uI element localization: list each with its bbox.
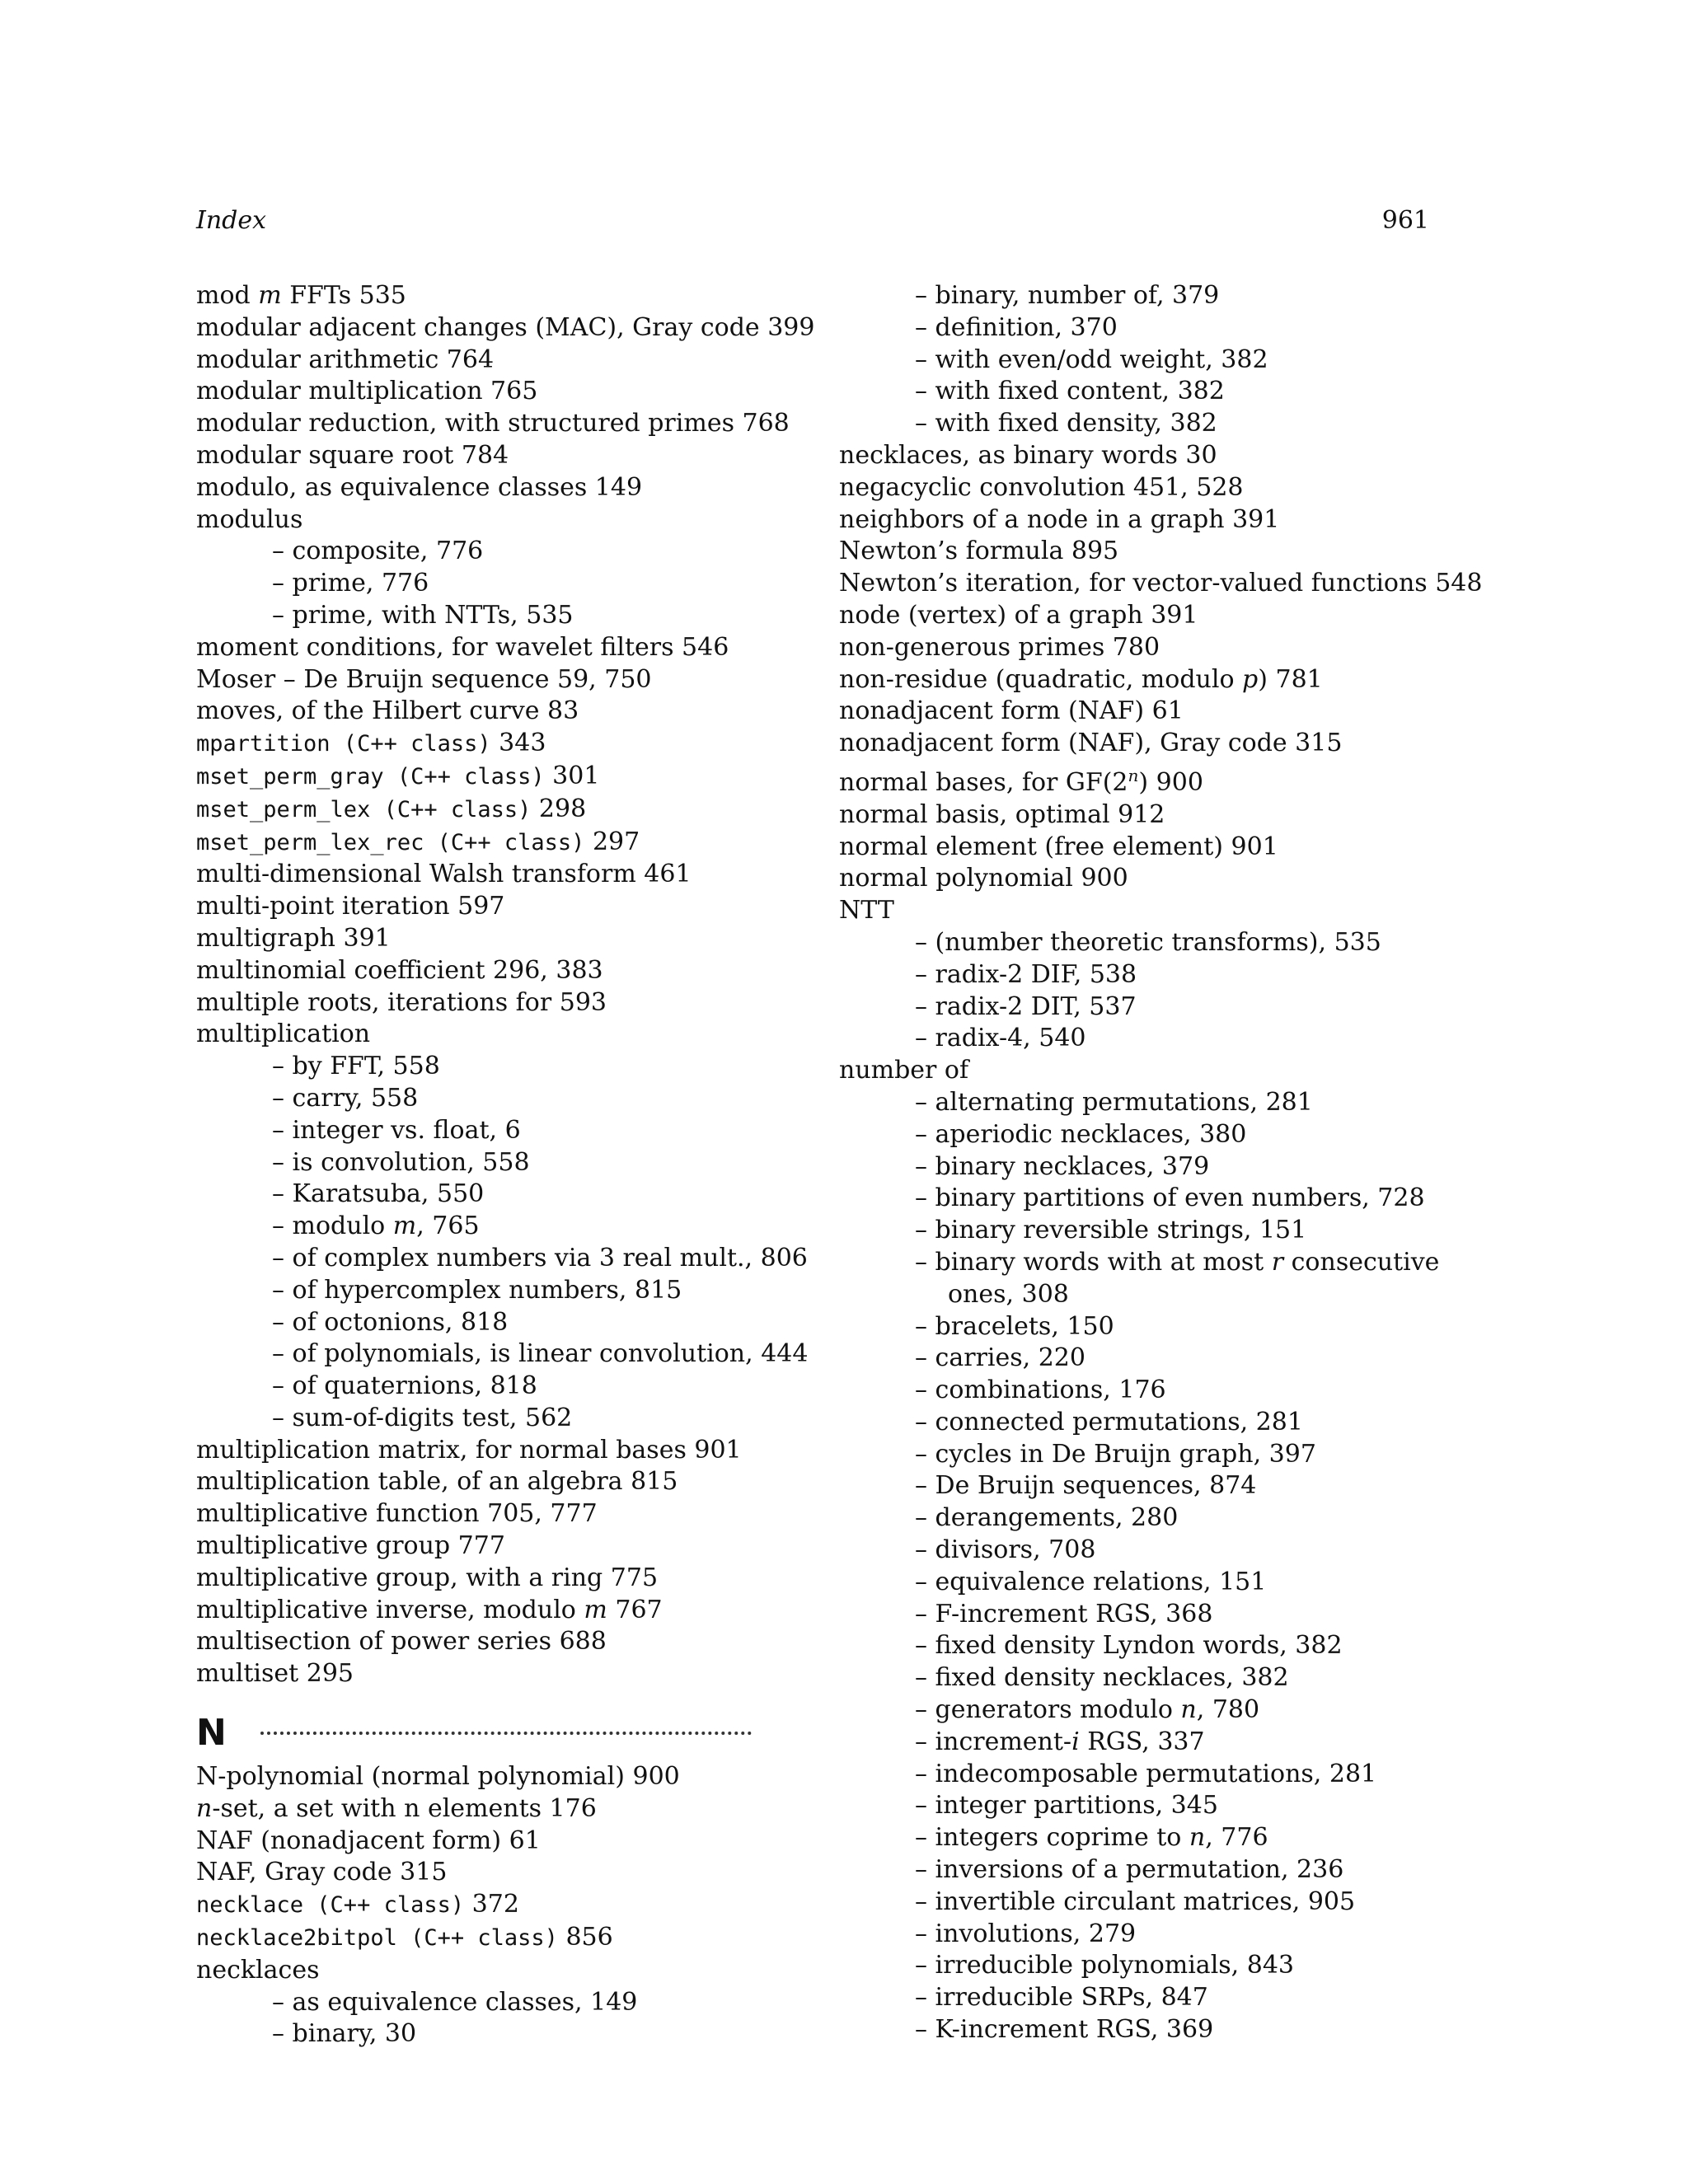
- entry-text: – binary, 30: [272, 2019, 417, 2049]
- index-subentry: [839, 1119, 1432, 1151]
- entry-text: 297: [584, 827, 640, 856]
- index-subentry: [839, 1919, 1432, 1951]
- index-subentry: [839, 1151, 1432, 1183]
- entry-text: – indecomposable permutations, 281: [915, 1759, 1377, 1788]
- index-column-right: [839, 280, 1483, 2046]
- entry-text: – of quaternions, 818: [272, 1371, 537, 1401]
- entry-text: normal bases, for GF(2: [839, 767, 1128, 797]
- index-subentry: [839, 1950, 1432, 1982]
- index-entry: [196, 827, 790, 860]
- index-subentry: [839, 1982, 1432, 2014]
- index-subentry: [839, 1375, 1432, 1407]
- index-subentry: [196, 2018, 790, 2050]
- index-subentry: [196, 1179, 790, 1211]
- index-entry: [839, 832, 1432, 864]
- index-subentry: [839, 1311, 1432, 1343]
- entry-text: – irreducible SRPs, 847: [915, 1983, 1208, 2013]
- math-variable: m: [258, 281, 282, 310]
- code-term: mset_perm_gray (C++ class): [196, 763, 545, 790]
- index-subentry: [196, 1083, 790, 1115]
- entry-text: ones, 308: [948, 1279, 1069, 1309]
- index-entry: [196, 891, 790, 923]
- entry-text: – generators modulo: [915, 1695, 1181, 1725]
- entry-text: – definition, 370: [915, 312, 1118, 342]
- entry-text: – sum-of-digits test, 562: [272, 1403, 573, 1432]
- index-entry: [839, 504, 1432, 537]
- entry-text: normal element (free element) 901: [839, 832, 1278, 861]
- entry-text: modular arithmetic 764: [196, 344, 495, 374]
- index-entry: [196, 376, 790, 408]
- index-subentry: [196, 1338, 809, 1371]
- entry-text: non-generous primes 780: [839, 632, 1160, 662]
- code-term: mpartition (C++ class): [196, 731, 491, 757]
- index-subentry: [839, 408, 1432, 440]
- index-entry: [196, 312, 815, 344]
- index-entry: [196, 280, 790, 312]
- index-subentry: [839, 1343, 1432, 1375]
- math-superscript: n: [1128, 765, 1139, 785]
- index-subentry: [196, 1987, 790, 2019]
- entry-text: moment conditions, for wavelet filters 546: [196, 632, 729, 662]
- index-subentry: [839, 1087, 1432, 1119]
- entry-text: – integers coprime to: [915, 1823, 1189, 1853]
- entry-text: – fixed density necklaces, 382: [915, 1663, 1289, 1693]
- entry-text: Newton’s formula 895: [839, 537, 1119, 566]
- index-subentry: [196, 1243, 808, 1275]
- entry-text: – of octonions, 818: [272, 1307, 509, 1337]
- entry-text: nonadjacent form (NAF), Gray code 315: [839, 729, 1343, 758]
- index-subentry: [839, 1662, 1432, 1694]
- entry-text: – integer vs. float, 6: [272, 1115, 521, 1145]
- entry-text: – F-increment RGS, 368: [915, 1599, 1213, 1629]
- index-entry: [196, 1019, 790, 1051]
- math-variable: i: [1071, 1727, 1080, 1756]
- index-entry: [196, 1889, 790, 1922]
- entry-text: RGS, 337: [1079, 1727, 1205, 1756]
- entry-text: moves, of the Hilbert curve 83: [196, 696, 579, 726]
- index-subentry: [839, 1630, 1432, 1662]
- entry-text: number of: [839, 1056, 969, 1085]
- entry-text: modular square root 784: [196, 440, 509, 470]
- math-variable: m: [392, 1212, 417, 1241]
- entry-text: multisection of power series 688: [196, 1627, 607, 1657]
- index-entry: [839, 895, 1432, 927]
- entry-text: – bracelets, 150: [915, 1311, 1114, 1341]
- entry-text: NAF (nonadjacent form) 61: [196, 1825, 541, 1855]
- entry-text: modular multiplication 765: [196, 377, 538, 406]
- section-heading: [196, 1707, 790, 1761]
- index-subentry: [839, 1247, 1440, 1279]
- index-entry: [839, 664, 1432, 696]
- entry-text: multiplication matrix, for normal bases 901: [196, 1435, 742, 1465]
- index-subentry: [839, 1727, 1432, 1759]
- index-subentry: [196, 1275, 790, 1307]
- index-entry: [839, 1055, 1432, 1087]
- entry-text: – of polynomials, is linear convolution, 444: [272, 1339, 809, 1369]
- entry-text: multiple roots, iterations for 593: [196, 987, 607, 1017]
- entry-text: – radix-4, 540: [915, 1024, 1086, 1053]
- entry-text: – (number theoretic transforms), 535: [915, 927, 1381, 957]
- entry-text: FFTs 535: [281, 281, 406, 310]
- index-entry: [839, 799, 1432, 832]
- entry-text: , 776: [1205, 1823, 1268, 1853]
- index-entry: [839, 863, 1432, 895]
- entry-text: non-residue (quadratic, modulo: [839, 664, 1243, 694]
- entry-text: multinomial coefficient 296, 383: [196, 955, 603, 985]
- entry-text: – radix-2 DIF, 538: [915, 959, 1137, 989]
- index-entry: [196, 1435, 790, 1467]
- entry-text: multi-point iteration 597: [196, 892, 505, 921]
- index-entry: [196, 664, 790, 696]
- entry-text: – with fixed density, 382: [915, 409, 1217, 438]
- dotted-leader: [260, 1732, 752, 1735]
- entry-text: – binary words with at most: [915, 1247, 1272, 1277]
- entry-text: – De Bruijn sequences, 874: [915, 1471, 1257, 1501]
- entry-text: -set, a set with n elements 176: [212, 1793, 597, 1823]
- index-entry: [196, 440, 790, 472]
- index-entry: [196, 1595, 790, 1627]
- entry-text: node (vertex) of a graph 391: [839, 600, 1198, 630]
- entry-text: normal basis, optimal 912: [839, 799, 1165, 829]
- index-subentry: [839, 1854, 1432, 1886]
- index-subentry: [839, 1759, 1432, 1791]
- index-entry: [196, 472, 790, 504]
- entry-text: – modulo: [272, 1212, 393, 1241]
- math-variable: n: [196, 1793, 213, 1823]
- index-subentry: [196, 1051, 790, 1083]
- index-subentry: [196, 1211, 790, 1243]
- index-subentry: [839, 1215, 1432, 1247]
- code-term: necklace (C++ class): [196, 1892, 465, 1919]
- entry-text: – of hypercomplex numbers, 815: [272, 1275, 682, 1305]
- entry-text: – binary reversible strings, 151: [915, 1216, 1307, 1245]
- entry-text: – alternating permutations, 281: [915, 1087, 1313, 1117]
- entry-text: – carry, 558: [272, 1083, 419, 1113]
- entry-text: multiplication: [196, 1019, 371, 1049]
- page-number: 961: [1381, 206, 1429, 235]
- index-entry: [196, 1857, 790, 1889]
- math-variable: p: [1242, 664, 1259, 694]
- index-entry: [196, 1466, 790, 1498]
- index-subentry: [839, 1439, 1432, 1471]
- code-term: mset_perm_lex (C++ class): [196, 796, 532, 823]
- index-entry: [839, 568, 1483, 600]
- entry-text: modular adjacent changes (MAC), Gray code 399: [196, 312, 815, 342]
- code-term: mset_perm_lex_rec (C++ class): [196, 829, 585, 855]
- index-entry: [196, 504, 790, 537]
- index-subentry: [196, 1115, 790, 1147]
- entry-text: – irreducible polynomials, 843: [915, 1951, 1295, 1980]
- index-subentry: [839, 1599, 1432, 1631]
- index-entry: [839, 728, 1432, 760]
- index-subentry: [196, 1147, 790, 1179]
- index-entry: [196, 1658, 790, 1690]
- index-entry: [196, 1498, 790, 1530]
- index-entry: [196, 987, 790, 1019]
- index-entry: [196, 1761, 790, 1793]
- index-subentry: [839, 1694, 1432, 1727]
- entry-text: neighbors of a node in a graph 391: [839, 504, 1280, 534]
- index-subentry: [196, 1403, 790, 1435]
- index-entry: [196, 794, 790, 827]
- index-column-left: [196, 280, 815, 2050]
- entry-text: mod: [196, 281, 259, 310]
- entry-text: – prime, with NTTs, 535: [272, 600, 574, 630]
- index-subentry: [839, 2014, 1432, 2046]
- index-entry: [196, 408, 790, 440]
- entry-text: NAF, Gray code 315: [196, 1858, 448, 1887]
- code-term: necklace2bitpol (C++ class): [196, 1925, 558, 1952]
- entry-text: 372: [464, 1890, 519, 1919]
- entry-text: – binary partitions of even numbers, 728: [915, 1183, 1425, 1213]
- entry-text: NTT: [839, 896, 894, 926]
- entry-text: – K-increment RGS, 369: [915, 2015, 1214, 2045]
- math-variable: m: [584, 1595, 607, 1624]
- entry-text: , 765: [416, 1212, 480, 1241]
- entry-text: – aperiodic necklaces, 380: [915, 1119, 1247, 1149]
- index-entry: [196, 1563, 790, 1595]
- index-entry: [196, 728, 790, 761]
- index-subentry: [839, 1886, 1432, 1919]
- entry-text: – cycles in De Bruijn graph, 397: [915, 1439, 1316, 1469]
- index-subentry: [839, 1407, 1432, 1439]
- section-letter: N: [196, 1712, 227, 1755]
- entry-text: nonadjacent form (NAF) 61: [839, 696, 1184, 726]
- index-subentry: [839, 1183, 1432, 1215]
- running-title: Index: [196, 206, 267, 235]
- entry-text: – prime, 776: [272, 569, 429, 598]
- entry-text: multigraph 391: [196, 923, 391, 953]
- index-entry: [839, 472, 1432, 504]
- index-entry: [196, 1922, 790, 1955]
- index-subentry: [839, 991, 1432, 1024]
- entry-text: – connected permutations, 281: [915, 1407, 1303, 1436]
- entry-text: – is convolution, 558: [272, 1147, 530, 1177]
- entry-text: – by FFT, 558: [272, 1052, 440, 1081]
- index-subentry: [839, 1790, 1432, 1822]
- index-entry: [839, 760, 1432, 799]
- index-entry: [839, 536, 1432, 568]
- entry-text: – inversions of a permutation, 236: [915, 1855, 1344, 1885]
- math-variable: n: [1180, 1695, 1197, 1725]
- entry-text: multi-dimensional Walsh transform 461: [196, 860, 692, 889]
- entry-text: ) 781: [1258, 664, 1323, 694]
- index-entry: [196, 1793, 790, 1825]
- index-entry: [196, 1825, 790, 1858]
- index-entry: [196, 955, 790, 987]
- index-continuation: [839, 1279, 1432, 1311]
- entry-text: 767: [607, 1595, 663, 1624]
- entry-text: – with even/odd weight, 382: [915, 344, 1268, 374]
- entry-text: – equivalence relations, 151: [915, 1567, 1267, 1596]
- math-variable: n: [1189, 1823, 1206, 1853]
- entry-text: – carries, 220: [915, 1343, 1085, 1373]
- index-subentry: [839, 280, 1432, 312]
- index-subentry: [839, 959, 1432, 991]
- index-subentry: [196, 568, 790, 600]
- index-entry: [196, 696, 790, 728]
- index-subentry: [839, 344, 1432, 377]
- entry-text: – as equivalence classes, 149: [272, 1987, 638, 2017]
- index-subentry: [839, 927, 1432, 959]
- math-variable: r: [1271, 1247, 1284, 1277]
- index-entry: [196, 923, 790, 955]
- index-entry: [196, 1626, 790, 1658]
- entry-text: – derangements, 280: [915, 1503, 1179, 1533]
- index-subentry: [839, 1822, 1432, 1854]
- index-subentry: [196, 536, 790, 568]
- entry-text: – combinations, 176: [915, 1376, 1166, 1405]
- entry-text: , 780: [1196, 1695, 1260, 1725]
- entry-text: – radix-2 DIT, 537: [915, 991, 1137, 1021]
- entry-text: 343: [490, 729, 546, 758]
- entry-text: multiplicative group 777: [196, 1531, 505, 1561]
- index-subentry: [839, 1567, 1432, 1599]
- entry-text: – binary necklaces, 379: [915, 1151, 1210, 1181]
- index-subentry: [839, 1470, 1432, 1502]
- entry-text: – composite, 776: [272, 537, 484, 566]
- entry-text: 298: [531, 794, 587, 823]
- entry-text: – increment-: [915, 1727, 1072, 1756]
- entry-text: normal polynomial 900: [839, 864, 1128, 893]
- entry-text: – invertible circulant matrices, 905: [915, 1886, 1356, 1916]
- index-entry: [196, 1530, 790, 1563]
- index-subentry: [196, 1307, 790, 1339]
- index-subentry: [839, 1502, 1432, 1535]
- entry-text: necklaces: [196, 1955, 320, 1985]
- entry-text: – involutions, 279: [915, 1919, 1137, 1948]
- index-entry: [839, 632, 1432, 664]
- index-entry: [839, 696, 1432, 728]
- index-subentry: [196, 600, 790, 632]
- index-entry: [839, 600, 1432, 632]
- entry-text: necklaces, as binary words 30: [839, 440, 1217, 470]
- entry-text: modulus: [196, 504, 303, 534]
- entry-text: Moser – De Bruijn sequence 59, 750: [196, 664, 652, 694]
- entry-text: ) 900: [1138, 767, 1203, 797]
- entry-text: – with fixed content, 382: [915, 377, 1225, 406]
- entry-text: modular reduction, with structured primes 768: [196, 409, 790, 438]
- entry-text: Newton’s iteration, for vector-valued functions 548: [839, 569, 1483, 598]
- entry-text: – divisors, 708: [915, 1535, 1096, 1565]
- entry-text: multiplicative group, with a ring 775: [196, 1563, 659, 1592]
- index-entry: [196, 344, 790, 377]
- running-header: [196, 202, 1429, 240]
- index-subentry: [196, 1371, 790, 1403]
- index-entry: [196, 1955, 790, 1987]
- index-subentry: [839, 1535, 1432, 1567]
- entry-text: multiset 295: [196, 1659, 354, 1689]
- entry-text: – of complex numbers via 3 real mult., 806: [272, 1243, 808, 1272]
- entry-text: – binary, number of, 379: [915, 281, 1220, 310]
- index-entry: [839, 440, 1432, 472]
- entry-text: modulo, as equivalence classes 149: [196, 472, 643, 502]
- entry-text: consecutive: [1283, 1247, 1440, 1277]
- entry-text: multiplicative inverse, modulo: [196, 1595, 584, 1624]
- entry-text: – fixed density Lyndon words, 382: [915, 1631, 1343, 1661]
- entry-text: negacyclic convolution 451, 528: [839, 472, 1244, 502]
- entry-text: 856: [557, 1923, 613, 1952]
- index-entry: [196, 859, 790, 891]
- entry-text: – Karatsuba, 550: [272, 1179, 485, 1209]
- index-entry: [196, 761, 790, 794]
- index-subentry: [839, 1023, 1432, 1055]
- entry-text: N-polynomial (normal polynomial) 900: [196, 1762, 680, 1792]
- entry-text: multiplicative function 705, 777: [196, 1499, 598, 1529]
- index-entry: [196, 632, 790, 664]
- index-subentry: [839, 312, 1432, 344]
- entry-text: 301: [544, 761, 600, 790]
- entry-text: – integer partitions, 345: [915, 1791, 1218, 1821]
- entry-text: multiplication table, of an algebra 815: [196, 1467, 678, 1497]
- index-subentry: [839, 376, 1432, 408]
